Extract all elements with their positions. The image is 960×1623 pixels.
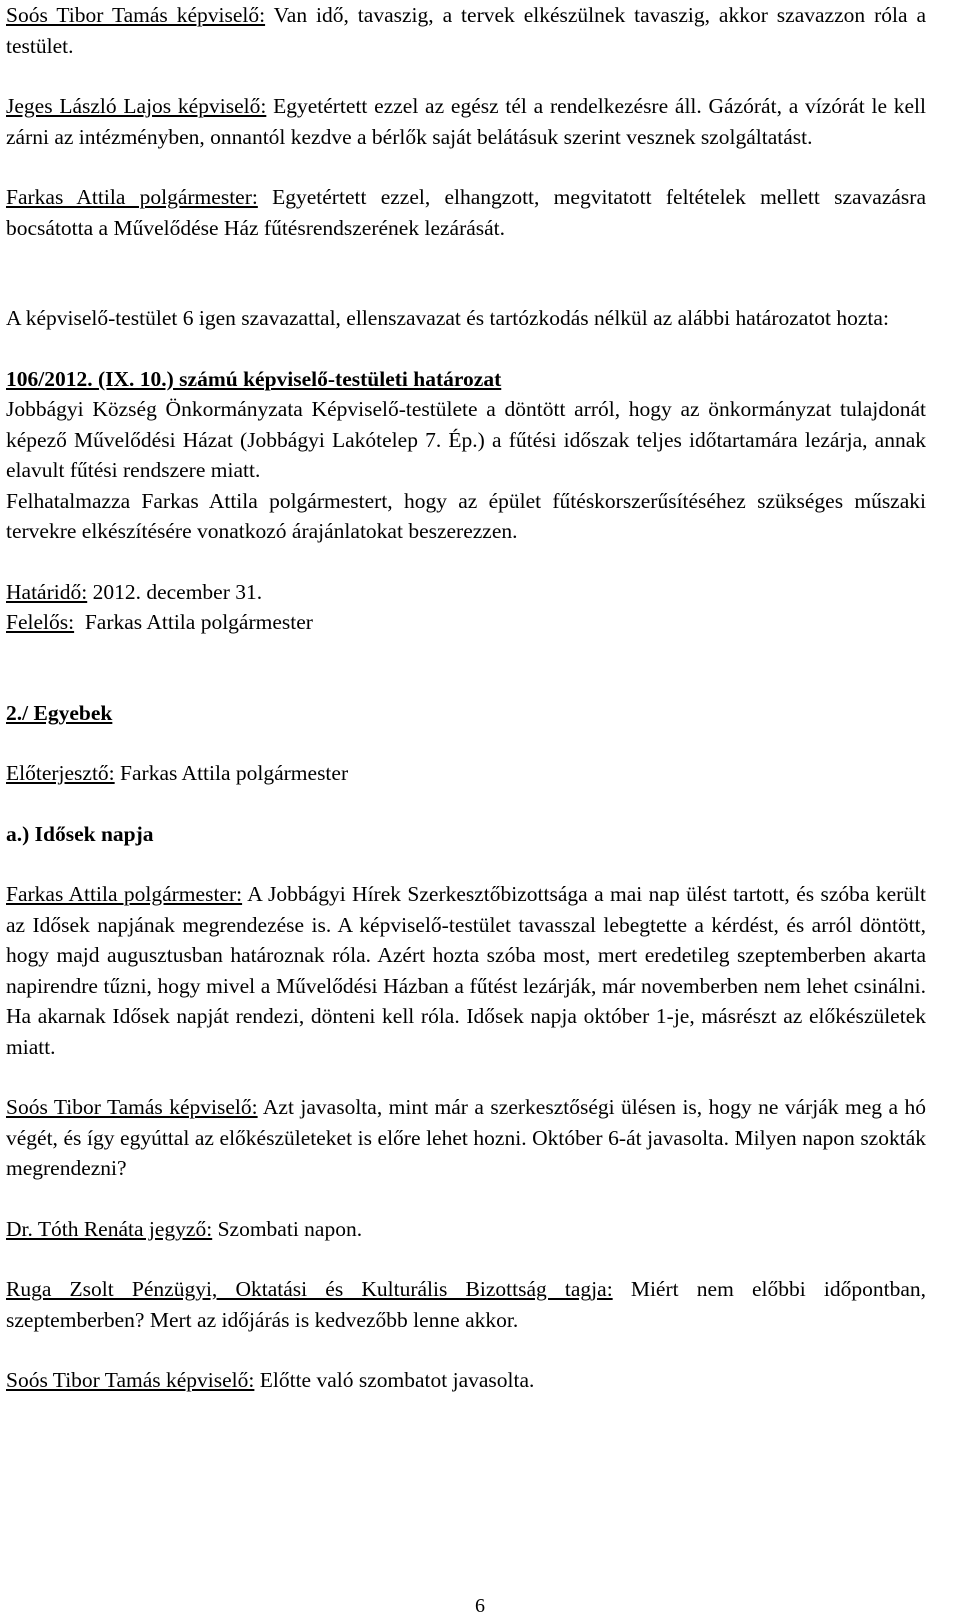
presenter-line: [6, 758, 926, 789]
speaker-label: Ruga Zsolt Pénzügyi, Oktatási és Kulturális Bizottság tagja:: [6, 1277, 613, 1301]
paragraph-text: Egyetértett ezzel az egész tél a rendelkezésre áll. Gázórát, a vízórát le kell zárni az intézményben, onnantól kezdve a bérlők saját belátásuk szerint vesznek szolgáltatást.: [6, 94, 926, 149]
deadline-line: [6, 577, 926, 608]
speaker-label: Soós Tibor Tamás képviselő:: [6, 3, 266, 27]
paragraph-text: Azt javasolta, mint már a szerkesztőségi ülésen is, hogy ne várják meg a hó végét, és így egyúttal az előkészületeket is előre lehet hozni. Október 6-át javasolta. Milyen napon szokták megrendezni?: [6, 1095, 926, 1180]
page-number: 6: [475, 1595, 485, 1617]
responsible-value: Farkas Attila polgármester: [74, 610, 313, 634]
resolution-title: 106/2012. (IX. 10.) számú képviselő-testületi határozat: [6, 366, 502, 391]
paragraph-soos-3: [6, 1365, 926, 1396]
paragraph-text: Van idő, tavaszig, a tervek elkészülnek tavaszig, akkor szavazzon róla a testület.: [6, 3, 926, 58]
paragraph-text: Egyetértett ezzel, elhangzott, megvitatott feltételek mellett szavazásra bocsátotta a Művelődése Ház fűtésrendszerének lezárását.: [6, 185, 926, 240]
resolution-text-2: Felhatalmazza Farkas Attila polgármestert, hogy az épület fűtéskorszerűsítéséhez szükséges műszaki tervekre elkészítésére vonatkozó árajánlatokat beszerezzen.: [6, 488, 926, 543]
speaker-label: Dr. Tóth Renáta jegyző:: [6, 1216, 213, 1241]
responsible-label: Felelős:: [6, 610, 75, 634]
subsection-title: a.) Idősek napja: [6, 821, 154, 846]
resolution-text-1: Jobbágyi Község Önkormányzata Képviselő-testülete a döntött arról, hogy az önkormányzat tulajdonát képező Művelődési Házat (Jobbágyi Lakótelep 7. Ép.) a fűtési időszak teljes időtartamára lezárja, annak elavult fűtési rendszere miatt.: [6, 397, 926, 482]
vote-statement: A képviselő-testület 6 igen szavazattal, ellenszavazat és tartózkodás nélkül az alábbi határozatot hozta:: [6, 306, 889, 330]
presenter-label: Előterjesztő:: [6, 761, 115, 785]
paragraph-farkas-1: [6, 182, 926, 243]
paragraph-jeges: [6, 91, 926, 152]
paragraph-text: A Jobbágyi Hírek Szerkesztőbizottsága a mai nap ülést tartott, és szóba került az Idősek napjának megrendezése is. A képviselő-testület tavasszal lebegtette a kérdést, és arról döntött, hogy majd augusztusban határoznak róla. Azért hozta szóba most, mert eredetileg szeptemberben akarta napirendre tűzni, hogy mivel a Művelődési Házban a fűtést lezárják, már novemberben nem lehet csinálni. Ha akarnak Idősek napját rendezi, dönteni kell róla. Idősek napja október 1-je, másrészt az előkészületek miatt.: [6, 882, 926, 1059]
responsible-line: [6, 607, 926, 638]
paragraph-text: Előtte való szombatot javasolta.: [254, 1368, 535, 1392]
section-title: 2./ Egyebek: [6, 700, 113, 725]
document-page: [6, 0, 926, 1396]
deadline-label: Határidő:: [6, 579, 88, 604]
paragraph-soos-1: [6, 0, 926, 61]
paragraph-text: Szombati napon.: [212, 1216, 363, 1241]
deadline-value: 2012. december 31.: [87, 579, 263, 604]
paragraph-ruga: [6, 1274, 926, 1335]
speaker-label: Soós Tibor Tamás képviselő:: [6, 1095, 258, 1119]
paragraph-toth: [6, 1214, 926, 1245]
speaker-label: Farkas Attila polgármester:: [6, 882, 243, 906]
paragraph-soos-2: [6, 1092, 926, 1184]
speaker-label: Soós Tibor Tamás képviselő:: [6, 1368, 255, 1392]
presenter-value: Farkas Attila polgármester: [114, 761, 349, 785]
speaker-label: Farkas Attila polgármester:: [6, 185, 258, 209]
paragraph-farkas-2: [6, 879, 926, 1062]
speaker-label: Jeges László Lajos képviselő:: [6, 94, 267, 118]
paragraph-text: Miért nem előbbi időpontban, szeptemberben? Mert az időjárás is kedvezőbb lenne akkor.: [6, 1277, 926, 1332]
